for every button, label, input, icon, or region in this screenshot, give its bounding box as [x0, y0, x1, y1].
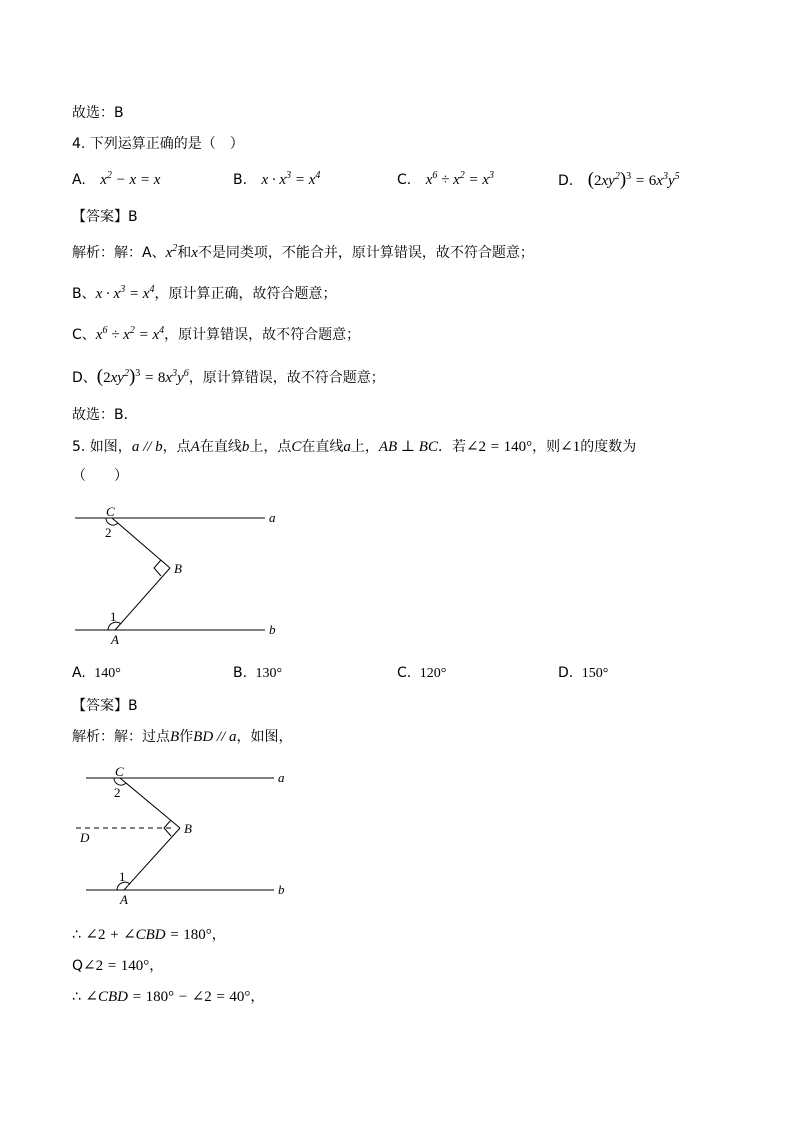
option-formula: $x^2 - x = x$ — [100, 170, 161, 188]
label-a-point: A — [111, 632, 119, 647]
segment-cb — [112, 518, 170, 568]
q5-figure — [70, 500, 290, 650]
option-letter: B. — [233, 172, 248, 188]
label-a-point: A — [120, 892, 128, 907]
q4-option-c[interactable] — [397, 170, 494, 190]
q5-solution-figure — [72, 760, 302, 910]
label-1: 1 — [119, 869, 126, 884]
option-letter: C. — [397, 665, 412, 681]
label-line-b: b — [269, 622, 276, 637]
label-2: 2 — [105, 525, 112, 540]
option-formula: $x^6 \div x^2 = x^3$ — [425, 170, 495, 188]
segment-ba — [115, 568, 170, 630]
option-letter: A. — [72, 665, 86, 681]
q4-option-a[interactable] — [72, 170, 160, 190]
q5-option-a[interactable] — [72, 663, 121, 684]
label-1: 1 — [110, 609, 117, 624]
option-formula: $x \cdot x^3 = x^4$ — [261, 170, 321, 188]
option-value: 150° — [581, 666, 609, 681]
label-c: C — [106, 504, 115, 519]
label-line-a: a — [269, 510, 276, 525]
q4-option-b[interactable] — [233, 170, 320, 190]
q4-analysis-d: D、$(2xy^2)^3 = 8x^3y^6$，原计算错误，故不符合题意； — [72, 366, 385, 387]
prev-answer: 故选：B — [72, 105, 124, 121]
q5-analysis: 解析：解：过点B作BD // a，如图， — [72, 729, 293, 745]
segment-ba — [124, 828, 180, 890]
q5-paren: （ ） — [72, 468, 128, 484]
label-line-a: a — [278, 770, 285, 785]
option-letter: A. — [72, 172, 86, 188]
option-letter: C. — [397, 172, 412, 188]
q5-option-c[interactable] — [397, 663, 446, 684]
q5-answer: 【答案】B — [72, 698, 138, 714]
q4-analysis-a: 解析：解：A、$x^2$和x不是同类项，不能合并，原计算错误，故不符合题意； — [72, 243, 534, 261]
label-d: D — [80, 830, 90, 845]
q5-stem: 5. 如图，a // b，点A在直线b上，点C在直线a上，AB ⊥ BC．若∠2 = 140°，则∠1的度数为 — [72, 439, 637, 455]
right-angle-mark — [154, 560, 161, 576]
label-line-b: b — [278, 882, 285, 897]
option-letter: B. — [233, 665, 248, 681]
label-c: C — [115, 764, 124, 779]
label-b: B — [184, 821, 192, 836]
q4-analysis-c: C、$x^6 \div x^2 = x^4$，原计算错误，故不符合题意； — [72, 325, 361, 343]
option-letter: D. — [558, 665, 574, 681]
option-value: 130° — [255, 666, 283, 681]
q4-stem: 4. 下列运算正确的是（ ） — [72, 136, 244, 152]
option-value: 120° — [419, 666, 447, 681]
q5-option-b[interactable] — [233, 663, 282, 684]
q5-option-d[interactable] — [558, 663, 608, 684]
q4-option-d[interactable] — [558, 170, 680, 191]
label-b: B — [174, 561, 182, 576]
q4-conclusion: 故选：B． — [72, 407, 138, 423]
q4-answer: 【答案】B — [72, 209, 138, 225]
option-letter: D. — [558, 173, 574, 189]
q5-step-2: Q∠2 = 140°， — [72, 958, 164, 974]
label-2: 2 — [114, 785, 121, 800]
option-formula: $(2xy^2)^3 = 6x^3y^5$ — [587, 169, 680, 190]
option-value: 140° — [94, 666, 121, 681]
q4-analysis-b: B、$x \cdot x^3 = x^4$，原计算正确，故符合题意； — [72, 284, 337, 302]
q5-step-1: ∴ ∠2 + ∠CBD = 180°， — [72, 927, 226, 943]
q5-step-3: ∴ ∠CBD = 180° − ∠2 = 40°， — [72, 989, 265, 1005]
